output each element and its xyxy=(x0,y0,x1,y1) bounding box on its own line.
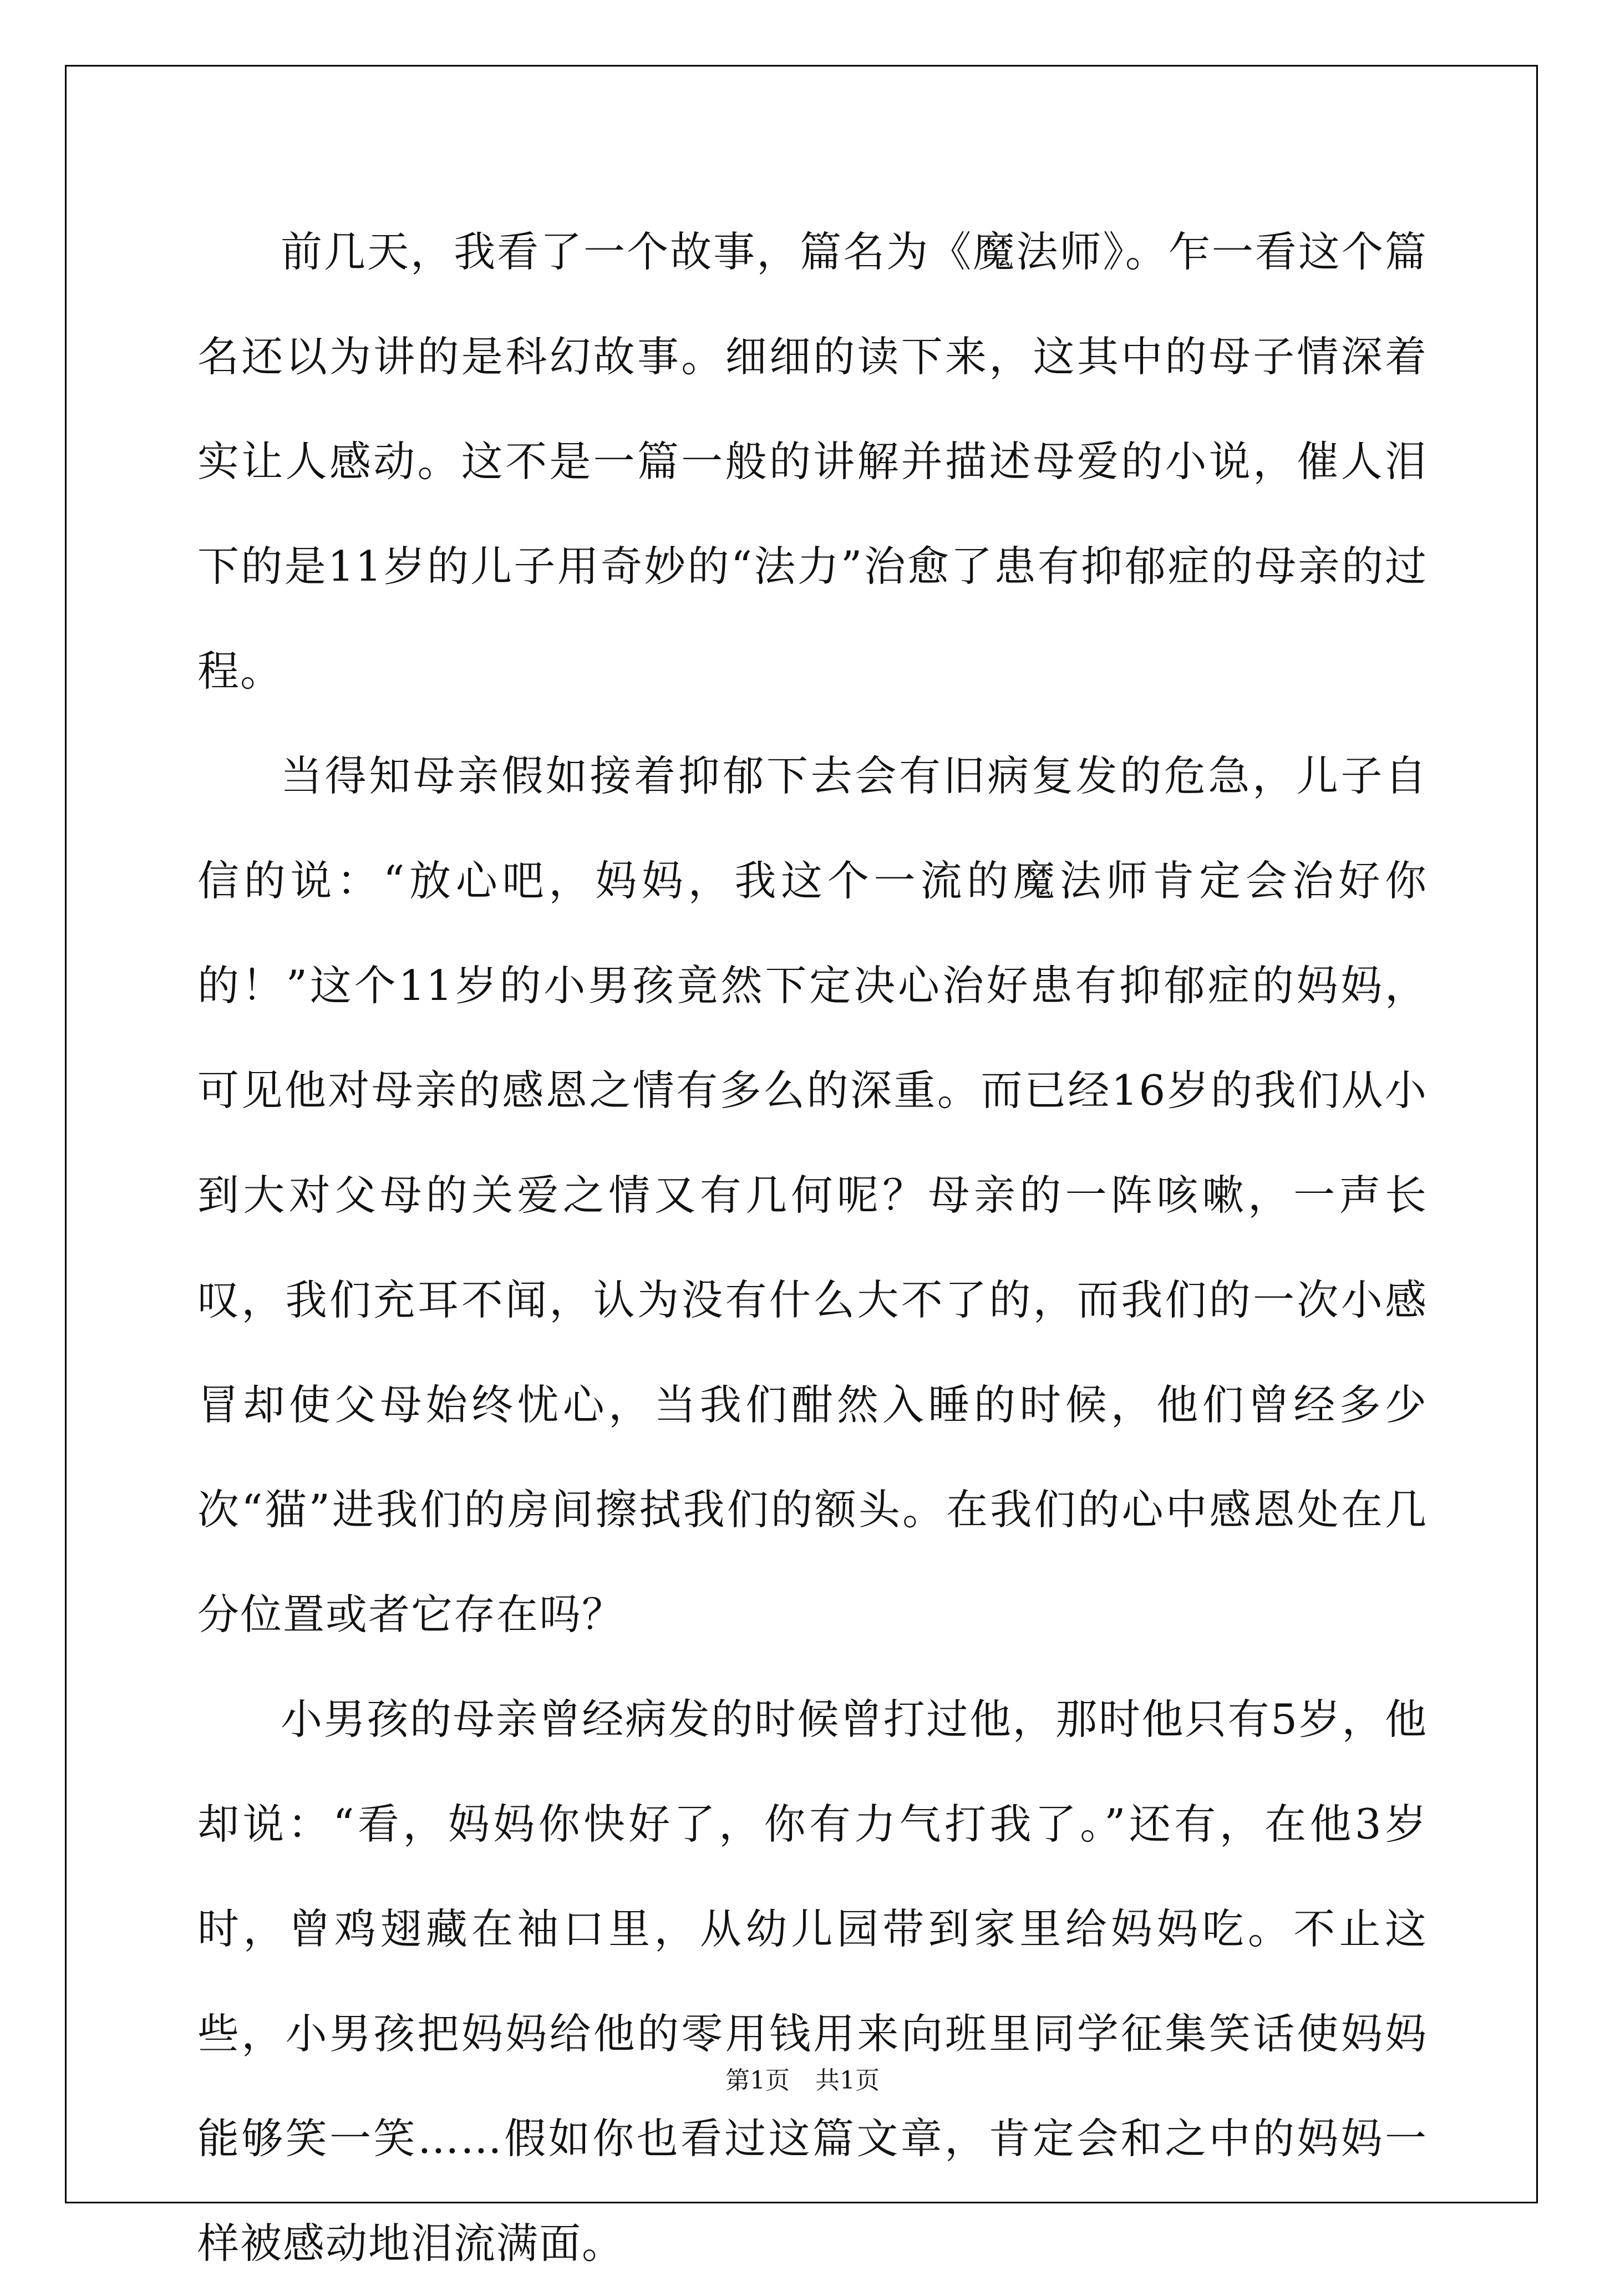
page-footer xyxy=(0,2060,1605,2096)
paragraph: 当得知母亲假如接着抑郁下去会有旧病复发的危急，儿子自信的说：“放心吧，妈妈，我这个一流的魔法师肯定会治好你的！”这个11岁的小男孩竟然下定决心治好患有抑郁症的妈妈，可见他对母亲的感恩之情有多么的深重。而已经16岁的我们从小到大对父母的关爱之情又有几何呢？母亲的一阵咳嗽，一声长叹，我们充耳不闻，认为没有什么大不了的，而我们的一次小感冒却使父母始终忧心，当我们酣然入睡的时候，他们曾经多少次“猫”进我们的房间擦拭我们的额头。在我们的心中感恩处在几分位置或者它存在吗？ xyxy=(197,751,1428,1639)
paragraph: 小男孩的母亲曾经病发的时候曾打过他，那时他只有5岁，他却说：“看，妈妈你快好了，你有力气打我了。”还有，在他3岁时，曾鸡翅藏在袖口里，从幼儿园带到家里给妈妈吃。不止这些，小男孩把妈妈给他的零用钱用来向班里同学征集笑话使妈妈能够笑一笑……假如你也看过这篇文章，肯定会和之中的妈妈一样被感动地泪流满面。 xyxy=(197,1695,1428,2268)
page-number: 第1页 xyxy=(725,2066,790,2095)
paragraph: 前几天，我看了一个故事，篇名为《魔法师》。乍一看这个篇名还以为讲的是科幻故事。细细的读下来，这其中的母子情深着实让人感动。这不是一篇一般的讲解并描述母爱的小说，催人泪下的是11岁的儿子用奇妙的“法力”治愈了患有抑郁症的母亲的过程。 xyxy=(197,227,1428,695)
document-body xyxy=(197,200,1428,2296)
page-total: 共1页 xyxy=(815,2066,880,2095)
